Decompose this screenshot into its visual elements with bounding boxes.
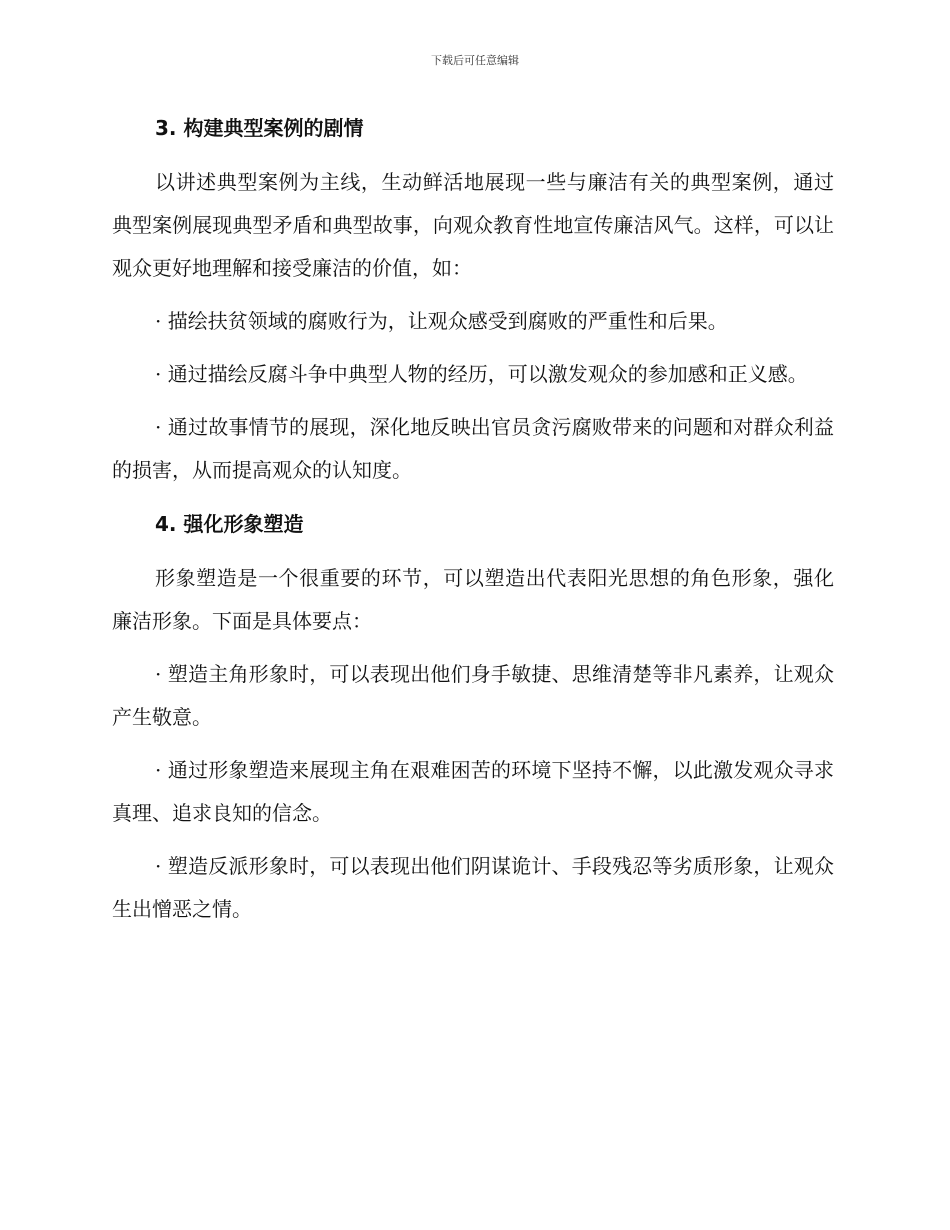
section-heading: 3. 构建典型案例的剧情	[155, 116, 364, 140]
section-heading: 4. 强化形象塑造	[155, 512, 304, 536]
bullet-item: · 通过形象塑造来展现主角在艰难困苦的环境下坚持不懈，以此激发观众寻求真理、追求良知的信念。	[112, 758, 834, 825]
paragraph: 以讲述典型案例为主线，生动鲜活地展现一些与廉洁有关的典型案例，通过典型案例展现典型矛盾和典型故事，向观众教育性地宣传廉洁风气。这样，可以让观众更好地理解和接受廉洁的价值，如：	[112, 170, 834, 280]
page-header: 下载后可任意编辑	[431, 54, 519, 67]
paragraph: 形象塑造是一个很重要的环节，可以塑造出代表阳光思想的角色形象，强化廉洁形象。下面是具体要点：	[112, 566, 834, 633]
bullet-item: · 描绘扶贫领域的腐败行为，让观众感受到腐败的严重性和后果。	[155, 309, 728, 333]
bullet-item: · 通过故事情节的展现，深化地反映出官员贪污腐败带来的问题和对群众利益的损害，从而提高观众的认知度。	[112, 415, 834, 482]
bullet-item: · 塑造主角形象时，可以表现出他们身手敏捷、思维清楚等非凡素养，让观众产生敬意。	[112, 662, 834, 729]
document-body	[112, 113, 834, 931]
bullet-item: · 通过描绘反腐斗争中典型人物的经历，可以激发观众的参加感和正义感。	[155, 362, 808, 386]
bullet-item: · 塑造反派形象时，可以表现出他们阴谋诡计、手段残忍等劣质形象，让观众生出憎恶之情。	[112, 854, 834, 921]
